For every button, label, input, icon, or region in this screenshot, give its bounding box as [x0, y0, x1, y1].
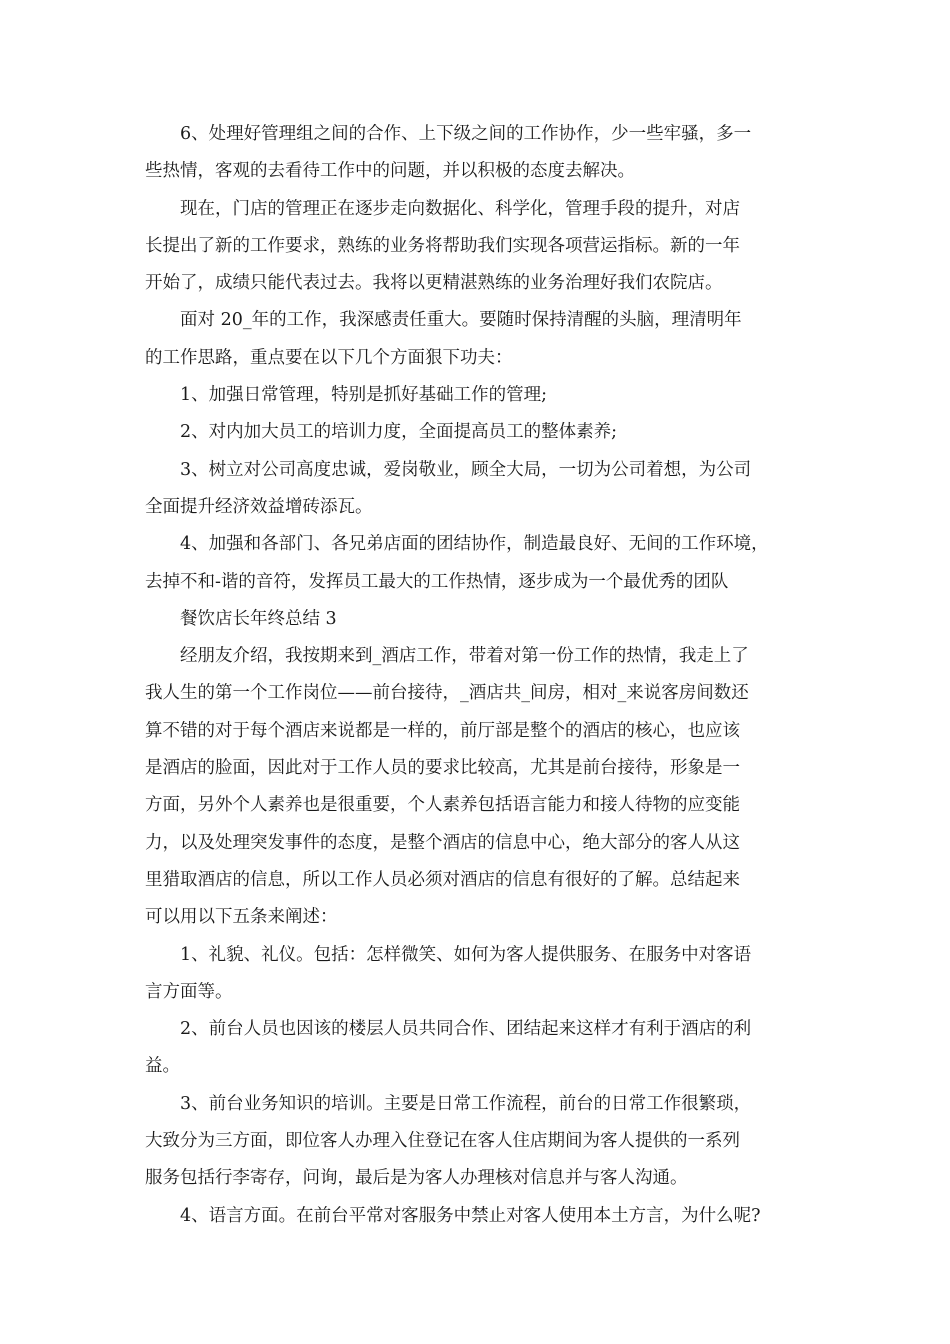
- text-line: 是酒店的脸面，因此对于工作人员的要求比较高，尤其是前台接待，形象是一: [145, 758, 740, 779]
- list-item-5: [145, 937, 825, 1012]
- text-line: 里猎取酒店的信息，所以工作人员必须对酒店的信息有很好的了解。总结起来: [145, 869, 740, 890]
- text-line: 开始了，成绩只能代表过去。我将以更精湛熟练的业务治理好我们农院店。: [145, 273, 723, 294]
- text-line: 些热情，客观的去看待工作中的问题，并以积极的态度去解决。: [145, 161, 635, 182]
- text-line: 服务包括行李寄存，问询，最后是为客人办理核对信息并与客人沟通。: [145, 1168, 688, 1189]
- paragraph-2: [145, 191, 825, 303]
- text-line: 2、前台人员也因该的楼层人员共同合作、团结起来这样才有利于酒店的利: [180, 1019, 752, 1040]
- text-line: 经朋友介绍，我按期来到_酒店工作，带着对第一份工作的热情，我走上了: [180, 646, 749, 667]
- list-item-8: [145, 1198, 825, 1235]
- list-item-7: [145, 1086, 825, 1198]
- list-item-6: [145, 1011, 825, 1086]
- list-item-1: [145, 377, 825, 414]
- text-line: 现在，门店的管理正在逐步走向数据化、科学化，管理手段的提升，对店: [180, 198, 740, 219]
- list-item-2: [145, 414, 825, 451]
- text-line: 全面提升经济效益增砖添瓦。: [145, 496, 373, 517]
- section-heading: [145, 601, 825, 638]
- paragraph-3: [145, 302, 825, 377]
- text-line: 1、加强日常管理，特别是抓好基础工作的管理;: [180, 385, 548, 406]
- paragraph-intro: [145, 638, 825, 936]
- text-line: 方面，另外个人素养也是很重要，个人素养包括语言能力和接人待物的应变能: [145, 795, 740, 816]
- text-line: 6、处理好管理组之间的合作、上下级之间的工作协作，少一些牢骚，多一: [180, 124, 752, 144]
- text-line: 4、加强和各部门、各兄弟店面的团结协作，制造最良好、无间的工作环境，: [180, 534, 769, 555]
- text-line: 言方面等。: [145, 981, 233, 1002]
- text-line: 1、礼貌、礼仪。包括：怎样微笑、如何为客人提供服务、在服务中对客语: [180, 944, 752, 965]
- text-line: 面对 20_年的工作，我深感责任重大。要随时保持清醒的头脑，理清明年: [180, 310, 742, 331]
- text-line: 餐饮店长年终总结 3: [180, 608, 337, 629]
- text-line: 力，以及处理突发事件的态度，是整个酒店的信息中心，绝大部分的客人从这: [145, 832, 740, 853]
- text-line: 益。: [145, 1056, 180, 1077]
- list-item-3: [145, 452, 825, 527]
- text-line: 去掉不和-谐的音符，发挥员工最大的工作热情，逐步成为一个最优秀的团队: [145, 571, 729, 592]
- text-line: 我人生的第一个工作岗位——前台接待，_酒店共_间房，相对_来说客房间数还: [145, 683, 749, 704]
- paragraph-1: [145, 116, 825, 191]
- text-line: 大致分为三方面，即位客人办理入住登记在客人住店期间为客人提供的一系列: [145, 1131, 740, 1152]
- text-line: 3、前台业务知识的培训。主要是日常工作流程，前台的日常工作很繁琐，: [180, 1093, 752, 1114]
- text-line: 算不错的对于每个酒店来说都是一样的，前厅部是整个的酒店的核心，也应该: [145, 720, 740, 741]
- text-line: 3、树立对公司高度忠诚，爱岗敬业，顾全大局，一切为公司着想，为公司: [180, 459, 752, 480]
- text-line: 4、语言方面。在前台平常对客服务中禁止对客人使用本土方言，为什么呢?: [180, 1205, 761, 1226]
- text-line: 可以用以下五条来阐述：: [145, 907, 338, 928]
- document-body: [145, 116, 825, 1235]
- text-line: 长提出了新的工作要求，熟练的业务将帮助我们实现各项营运指标。新的一年: [145, 235, 740, 256]
- list-item-4: [145, 526, 825, 601]
- text-line: 2、对内加大员工的培训力度，全面提高员工的整体素养;: [180, 422, 618, 443]
- text-line: 的工作思路，重点要在以下几个方面狠下功夫：: [145, 347, 513, 368]
